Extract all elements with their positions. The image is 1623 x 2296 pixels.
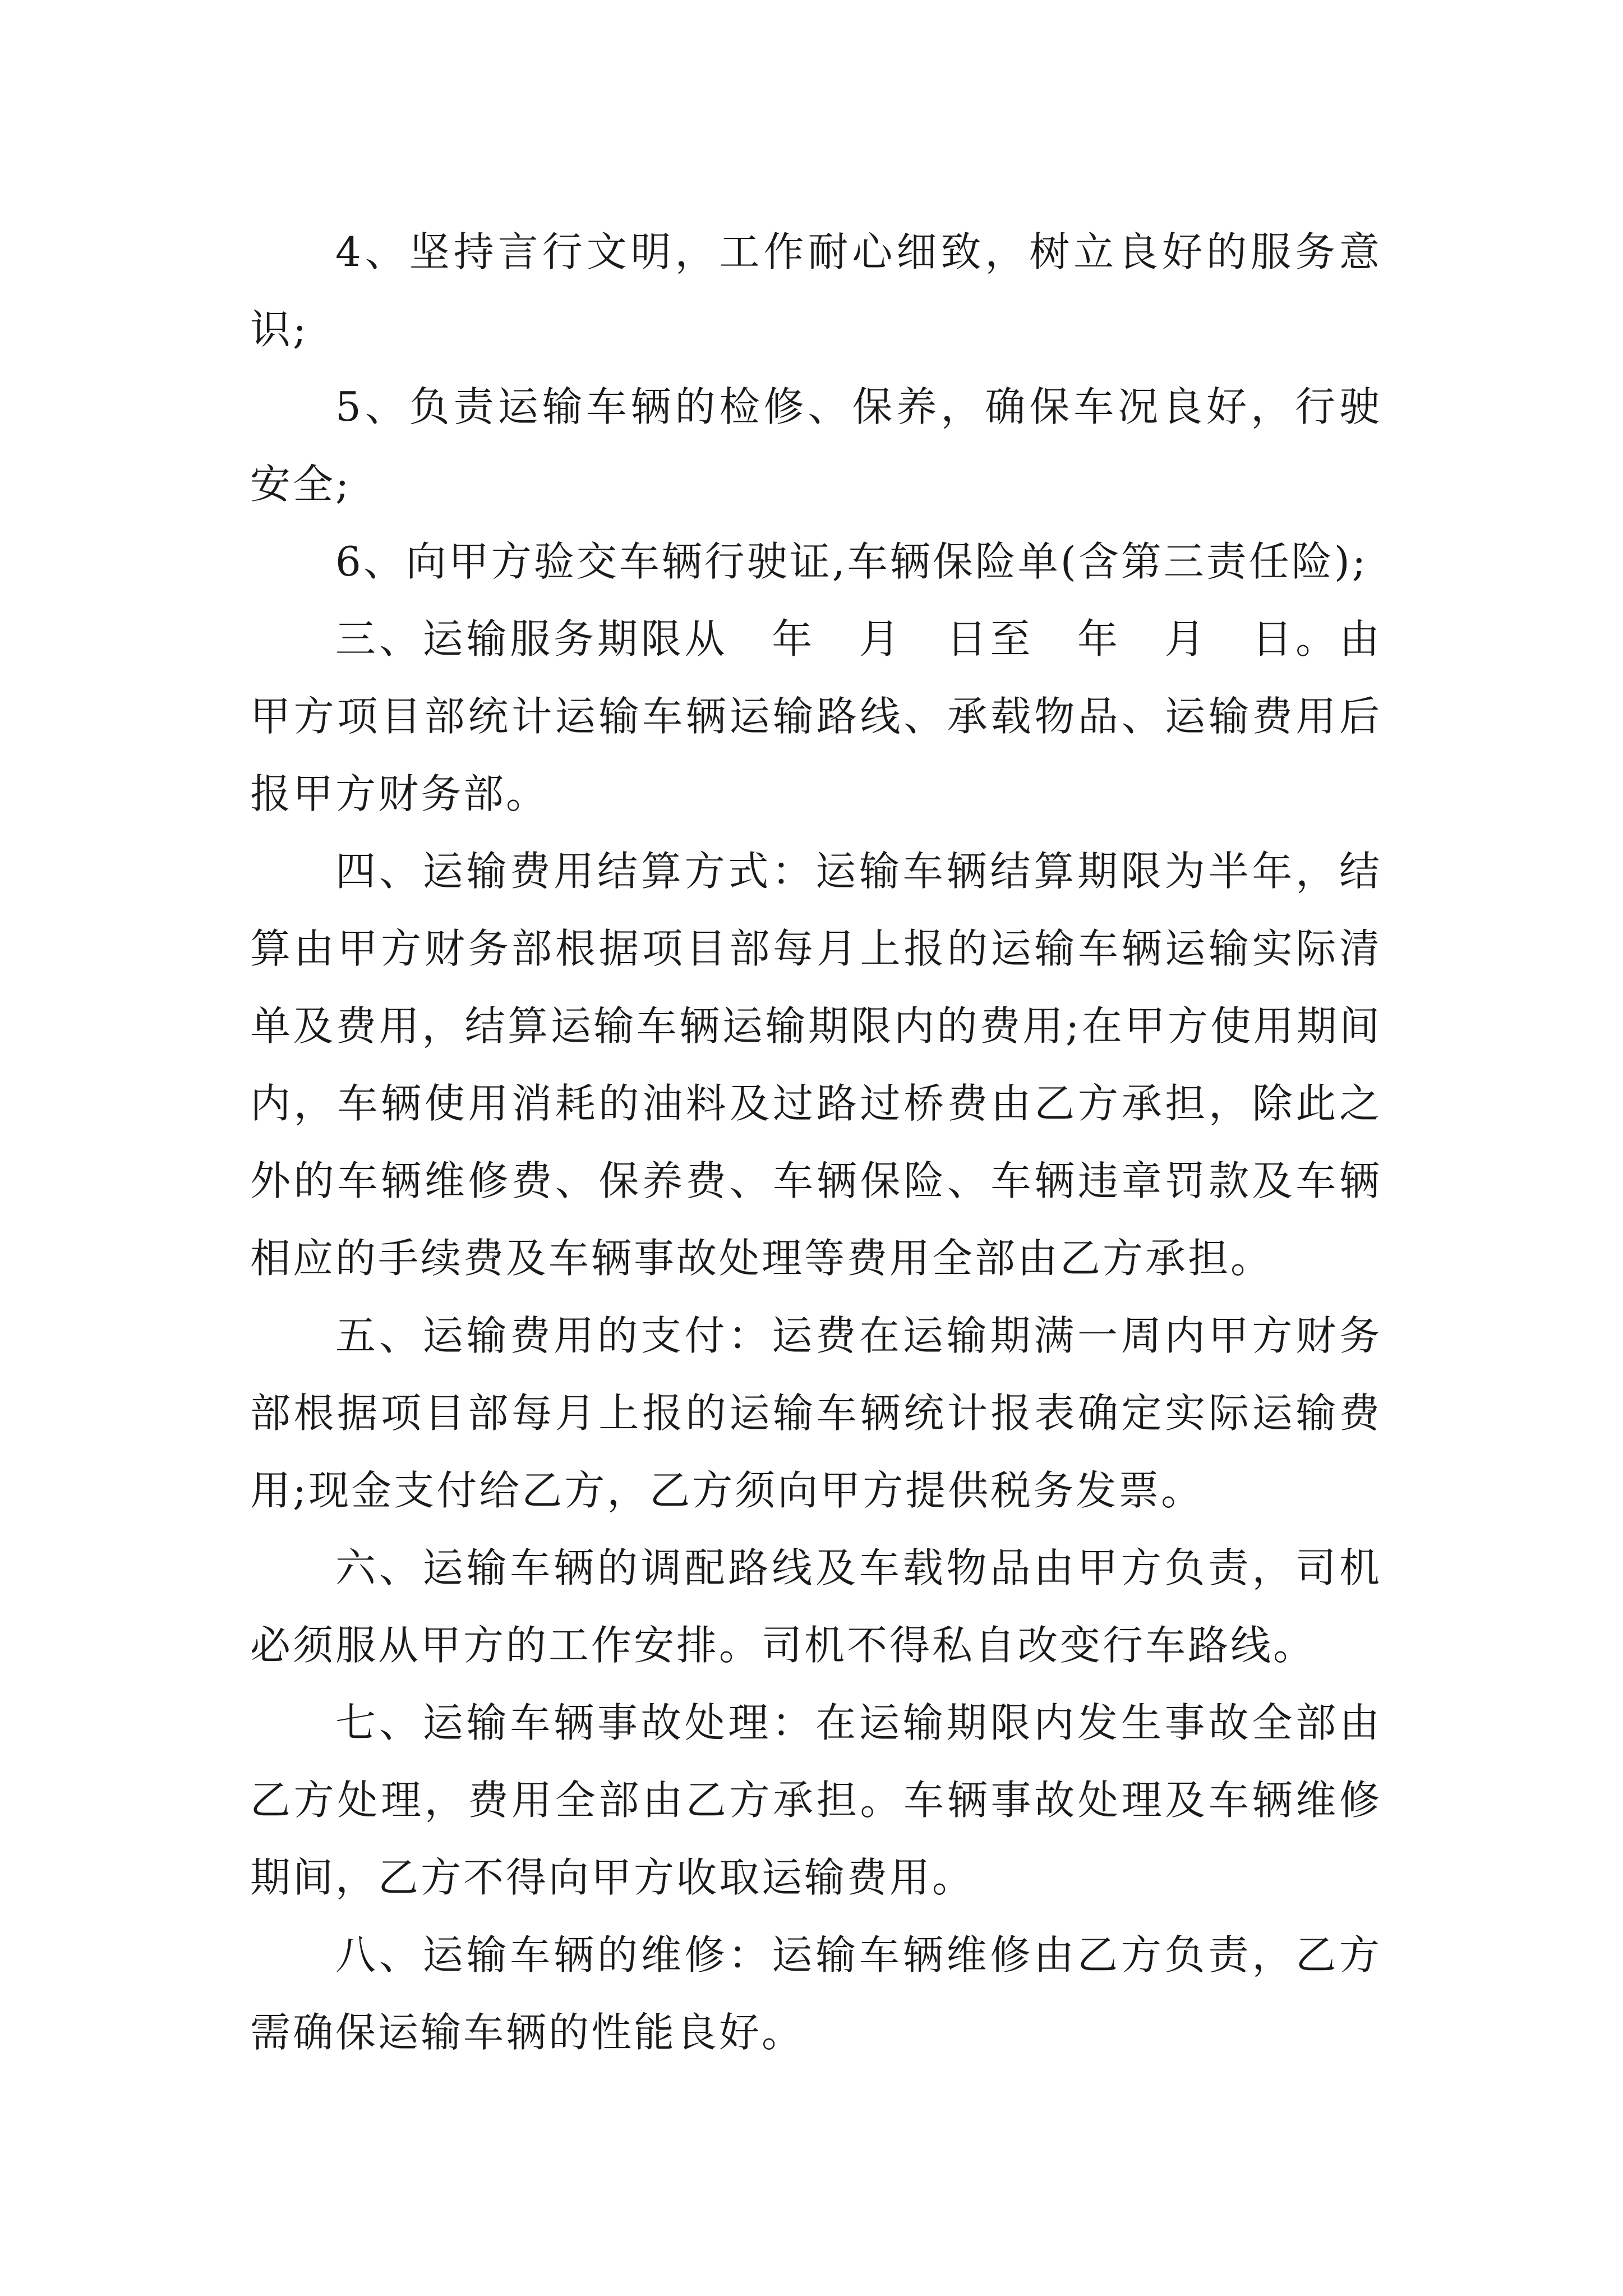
paragraph-service-period: 三、运输服务期限从 年 月 日至 年 月 日。由甲方项目部统计运输车辆运输路线、承载物品、运输费用后报甲方财务部。 xyxy=(250,615,1382,817)
paragraph-accident-handling: 七、运输车辆事故处理：在运输期限内发生事故全部由乙方处理，费用全部由乙方承担。车辆事故处理及车辆维修期间，乙方不得向甲方收取运输费用。 xyxy=(250,1699,1382,1901)
paragraph-maintenance: 八、运输车辆的维修：运输车辆维修由乙方负责，乙方需确保运输车辆的性能良好。 xyxy=(250,1931,1382,2056)
paragraph-item-5: 5、负责运输车辆的检修、保养，确保车况良好，行驶安全; xyxy=(250,383,1382,508)
paragraph-dispatch: 六、运输车辆的调配路线及车载物品由甲方负责，司机必须服从甲方的工作安排。司机不得私自改变行车路线。 xyxy=(250,1544,1382,1669)
paragraph-payment: 五、运输费用的支付：运费在运输期满一周内甲方财务部根据项目部每月上报的运输车辆统计报表确定实际运输费用;现金支付给乙方，乙方须向甲方提供税务发票。 xyxy=(250,1312,1382,1514)
paragraph-item-6: 6、向甲方验交车辆行驶证,车辆保险单(含第三责任险); xyxy=(335,538,1368,585)
document-body xyxy=(250,213,1382,2071)
paragraph-settlement-method: 四、运输费用结算方式：运输车辆结算期限为半年，结算由甲方财务部根据项目部每月上报的运输车辆运输实际清单及费用，结算运输车辆运输期限内的费用;在甲方使用期间内，车辆使用消耗的油料及过路过桥费由乙方承担，除此之外的车辆维修费、保养费、车辆保险、车辆违章罚款及车辆相应的手续费及车辆事故处理等费用全部由乙方承担。 xyxy=(250,848,1382,1282)
paragraph-item-4: 4、坚持言行文明，工作耐心细致，树立良好的服务意识; xyxy=(250,228,1382,353)
